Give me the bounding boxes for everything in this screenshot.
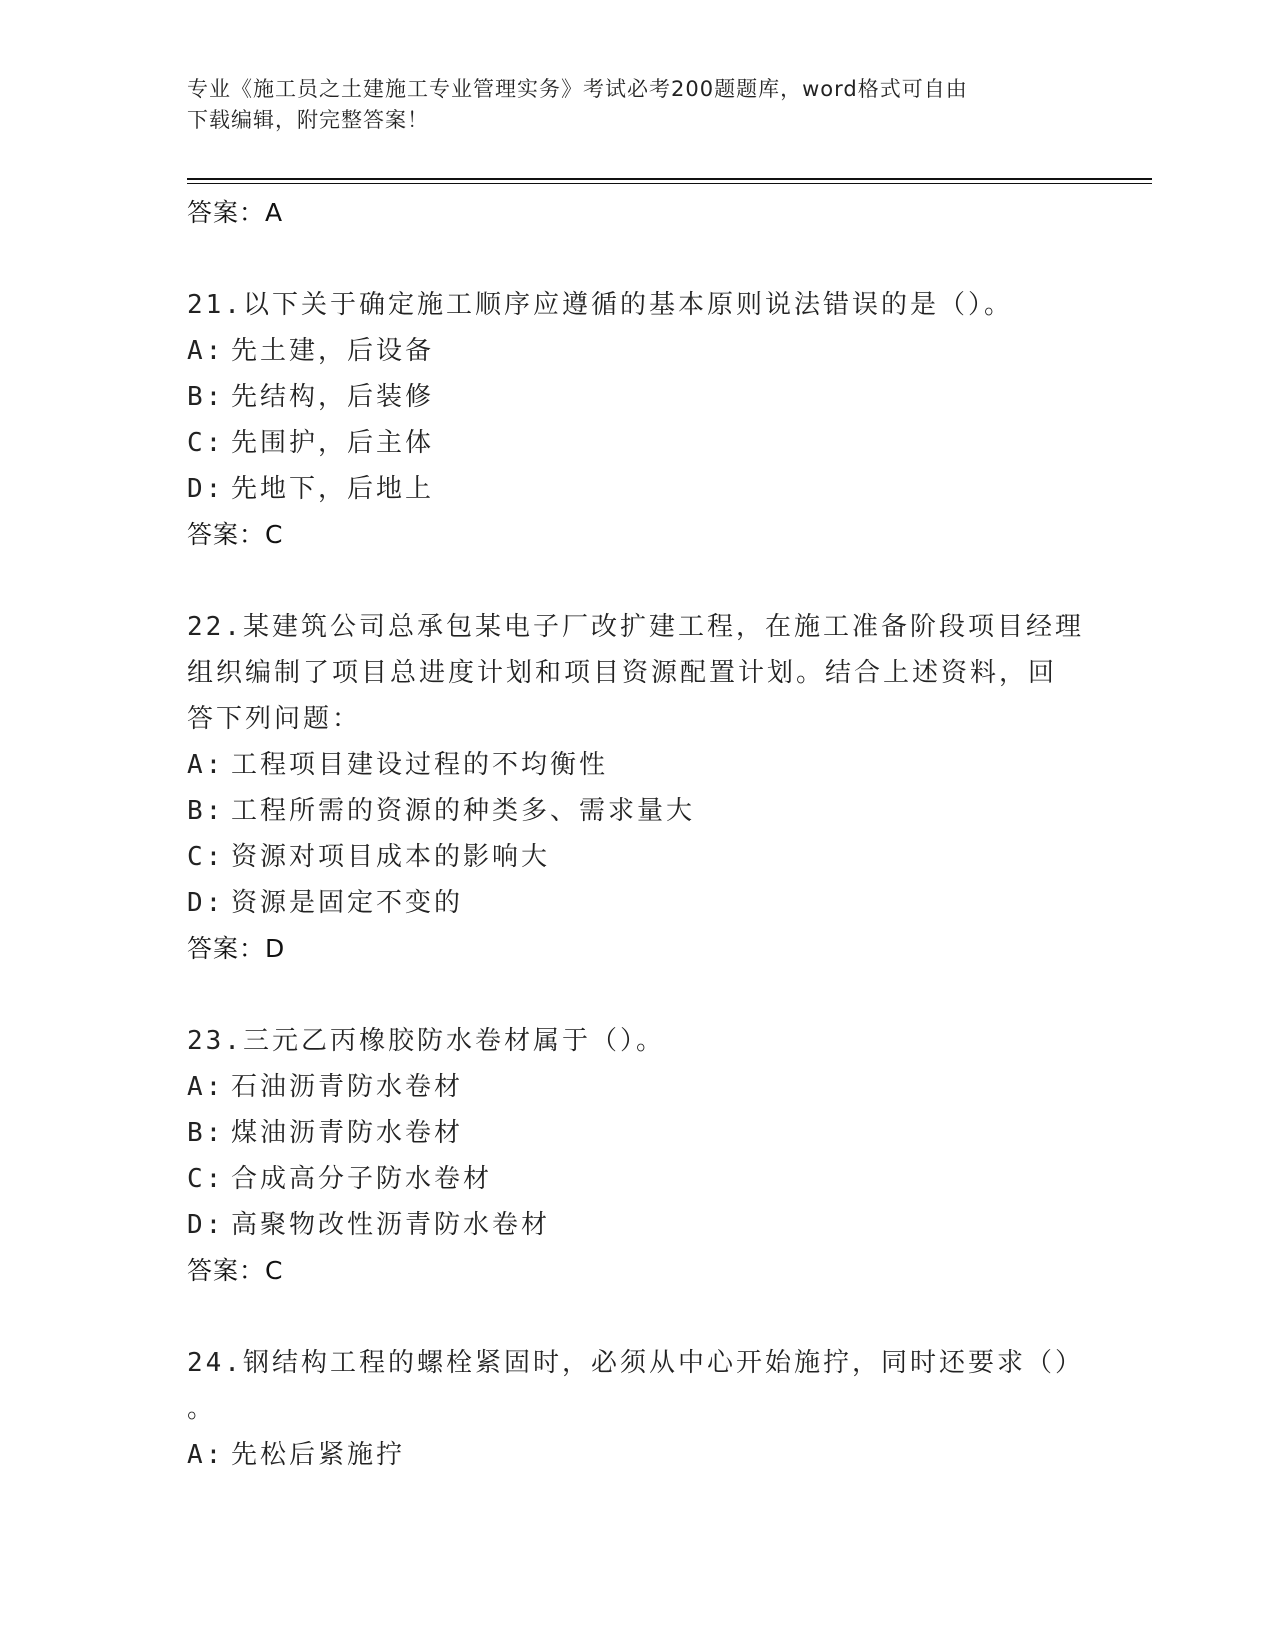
option-letter: D: (187, 888, 225, 918)
option-letter: B: (187, 796, 225, 826)
question-line: 23.三元乙丙橡胶防水卷材属于（）。 (187, 1026, 665, 1056)
question-line: 24.钢结构工程的螺栓紧固时，必须从中心开始施拧，同时还要求（） (187, 1348, 1084, 1378)
question-line: 21.以下关于确定施工顺序应遵循的基本原则说法错误的是（）。 (187, 290, 1013, 320)
option-text: 资源对项目成本的影响大 (231, 842, 551, 872)
option-letter: D: (187, 474, 225, 504)
header-rule-thin (187, 183, 1152, 184)
option-b (187, 788, 1087, 834)
option-text: 先松后紧施拧 (231, 1440, 406, 1470)
answer-line: 答案：C (187, 1256, 284, 1285)
document-body (187, 190, 1087, 1478)
option-letter: B: (187, 1118, 225, 1148)
option-text: 高聚物改性沥青防水卷材 (231, 1210, 551, 1240)
option-letter: D: (187, 1210, 225, 1240)
header-line-2: 下载编辑，附完整答案！ (187, 108, 429, 132)
option-text: 煤油沥青防水卷材 (231, 1118, 464, 1148)
option-text: 石油沥青防水卷材 (231, 1072, 464, 1102)
question-text (187, 1340, 1087, 1432)
answer-line: 答案：D (187, 934, 286, 963)
option-letter: A: (187, 1072, 225, 1102)
option-d (187, 1202, 1087, 1248)
option-b (187, 374, 1087, 420)
header-line-1: 专业《施工员之土建施工专业管理实务》考试必考200题题库，word格式可自由 (187, 77, 968, 101)
option-letter: A: (187, 1440, 225, 1470)
option-c (187, 1156, 1087, 1202)
option-letter: B: (187, 382, 225, 412)
option-b (187, 1110, 1087, 1156)
question-text (187, 1018, 1087, 1064)
option-letter: C: (187, 842, 225, 872)
question-text (187, 604, 1087, 742)
option-letter: A: (187, 336, 225, 366)
answer-line: 答案：C (187, 520, 284, 549)
question-22 (187, 604, 1087, 972)
option-letter: C: (187, 1164, 225, 1194)
option-text: 合成高分子防水卷材 (231, 1164, 493, 1194)
question-23 (187, 1018, 1087, 1294)
option-text: 先土建，后设备 (231, 336, 435, 366)
option-text: 先结构，后装修 (231, 382, 435, 412)
option-a (187, 328, 1087, 374)
option-text: 工程项目建设过程的不均衡性 (231, 750, 609, 780)
question-text (187, 282, 1087, 328)
question-line: 答下列问题： (187, 704, 362, 734)
page-header (187, 74, 1067, 136)
option-text: 先围护，后主体 (231, 428, 435, 458)
header-rule-thick (187, 178, 1152, 180)
option-d (187, 880, 1087, 926)
option-letter: C: (187, 428, 225, 458)
option-text: 先地下，后地上 (231, 474, 435, 504)
option-d (187, 466, 1087, 512)
option-a (187, 1432, 1087, 1478)
option-a (187, 1064, 1087, 1110)
question-24 (187, 1340, 1087, 1478)
option-a (187, 742, 1087, 788)
answer-line: 答案：A (187, 198, 284, 227)
option-text: 工程所需的资源的种类多、需求量大 (231, 796, 696, 826)
question-line: 。 (187, 1394, 217, 1424)
option-c (187, 420, 1087, 466)
option-c (187, 834, 1087, 880)
question-21 (187, 282, 1087, 558)
question-line: 组织编制了项目总进度计划和项目资源配置计划。结合上述资料，回 (187, 658, 1058, 688)
option-text: 资源是固定不变的 (231, 888, 464, 918)
question-line: 22.某建筑公司总承包某电子厂改扩建工程，在施工准备阶段项目经理 (187, 612, 1084, 642)
option-letter: A: (187, 750, 225, 780)
